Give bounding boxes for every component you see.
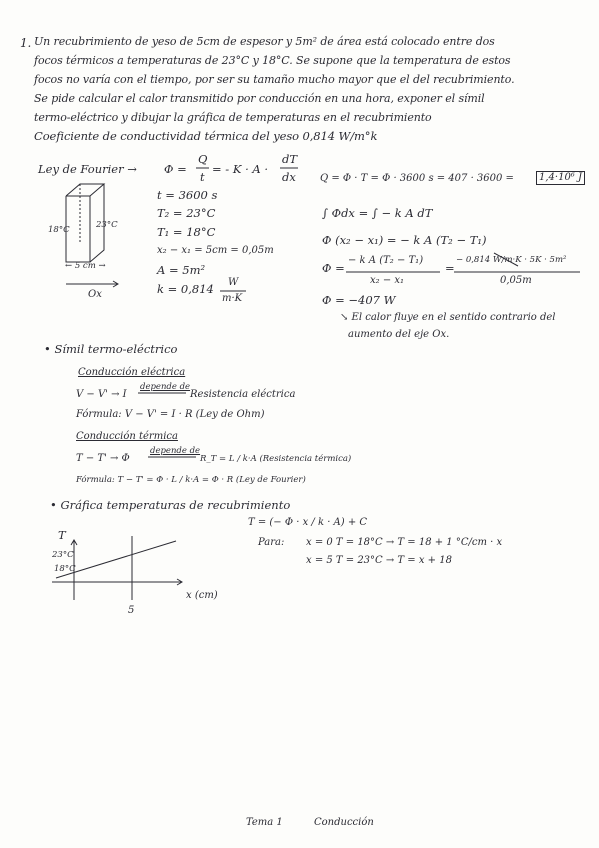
given-t1: T₁ = 18°C	[157, 225, 216, 239]
solution-integral: ∫ Φdx = ∫ − k A dT	[322, 206, 433, 220]
grafica-case-2: x = 5 T = 23°C → T = x + 18	[306, 555, 452, 566]
given-k-num: W	[228, 277, 239, 288]
given-thickness: x₂ − x₁ = 5cm = 0,05m	[157, 245, 274, 256]
solution-frac1-num: − k A (T₂ − T₁)	[348, 255, 424, 266]
problem-line-1: Un recubrimiento de yeso de 5cm de espesor y 5m² de área está colocado entre dos	[34, 35, 495, 48]
simil-therm-formula: Fórmula: T − T' = Φ · L / k·A = Φ · R (Ley de Fourier)	[76, 475, 306, 485]
solution-phi-left: Φ =	[322, 261, 345, 275]
given-k-den: m·K	[222, 293, 243, 304]
grafica-heading: • Gráfica temperaturas de recubrimiento	[50, 498, 291, 512]
simil-elec-title: Conducción eléctrica	[78, 367, 186, 378]
problem-line-3: focos no varía con el tiempo, por ser su tamaño mucho mayor que el del recubrimiento.	[34, 73, 515, 86]
simil-therm-rel-dep: depende de	[150, 446, 201, 456]
problem-number: 1.	[20, 36, 32, 50]
solution-frac2-den: 0,05m	[500, 275, 532, 286]
simil-therm-rel-b: R_T = L / k·A (Resistencia térmica)	[200, 454, 352, 464]
footer-section: Conducción	[314, 817, 374, 828]
fourier-mid: = - K · A ·	[212, 162, 269, 176]
graph-x-label: x (cm)	[186, 590, 218, 601]
solution-frac2-num: − 0,814 W/m·K · 5K · 5m²	[456, 255, 567, 265]
given-time: t = 3600 s	[157, 188, 218, 202]
simil-elec-rel-b: Resistencia eléctrica	[190, 389, 296, 400]
frac2-cancel-a	[494, 253, 518, 266]
grafica-case-1: x = 0 T = 18°C → T = 18 + 1 °C/cm · x	[306, 537, 503, 548]
given-area: A = 5m²	[157, 263, 206, 277]
simil-heading: • Símil termo-eléctrico	[44, 342, 178, 356]
simil-elec-formula: Fórmula: V − V' = I · R (Ley de Ohm)	[76, 409, 265, 420]
problem-line-6: Coeficiente de conductividad térmica del yeso 0,814 W/m°k	[34, 129, 378, 143]
solution-q-result: 1,4·10⁶ J	[536, 171, 585, 185]
solution-frac1-den: x₂ − x₁	[370, 275, 405, 286]
simil-elec-rel-dep: depende de	[140, 382, 191, 392]
grafica-para: Para:	[258, 537, 285, 548]
footer-topic: Tema 1	[246, 817, 283, 828]
solution-eq2: =	[445, 261, 455, 275]
slab-front-face	[66, 196, 90, 262]
graph-tick-23: 23°C	[52, 550, 74, 560]
graph-tick-18: 18°C	[54, 564, 76, 574]
graph-x-tick: 5	[128, 605, 135, 616]
fourier-dt-den: dx	[282, 170, 296, 184]
solution-step: Φ (x₂ − x₁) = − k A (T₂ − T₁)	[322, 233, 487, 247]
simil-therm-rel-a: T − T' → Φ	[76, 453, 130, 464]
problem-line-4: Se pide calcular el calor transmitido por conducción en una hora, exponer el símil	[34, 92, 485, 105]
sketch-width: ← 5 cm →	[65, 261, 106, 271]
fourier-dt-num: dT	[282, 152, 298, 166]
solution-result: Φ = −407 W	[322, 293, 396, 307]
sketch-left-temp: 18°C	[48, 225, 70, 235]
fourier-label: Ley de Fourier →	[38, 162, 137, 176]
grafica-eq-t: T = (− Φ · x / k · A) + C	[248, 517, 368, 528]
graph-y-label: T	[58, 528, 66, 542]
fourier-q-den: t	[200, 170, 205, 184]
given-t2: T₂ = 23°C	[157, 206, 216, 220]
simil-elec-rel-a: V − V' → I	[76, 389, 127, 400]
solution-q-line: Q = Φ · T = Φ · 3600 s = 407 · 3600 =	[320, 173, 514, 184]
fourier-phi: Φ =	[164, 162, 187, 176]
solution-note-1: ↘ El calor fluye en el sentido contrario del	[340, 312, 556, 323]
given-k-prefix: k = 0,814	[157, 282, 214, 296]
solution-note-2: aumento del eje Ox.	[348, 329, 450, 340]
sketch-right-temp: 23°C	[96, 220, 118, 230]
fourier-q-num: Q	[198, 152, 208, 166]
problem-line-5: termo-eléctrico y dibujar la gráfica de temperaturas en el recubrimiento	[34, 111, 432, 124]
slab-top-face	[66, 184, 104, 196]
sketch-axis: Ox	[88, 289, 102, 300]
slab-side-face	[90, 184, 104, 262]
simil-therm-title: Conducción térmica	[76, 431, 178, 442]
problem-line-2: focos térmicos a temperaturas de 23°C y 18°C. Se supone que la temperatura de estos	[34, 54, 511, 67]
